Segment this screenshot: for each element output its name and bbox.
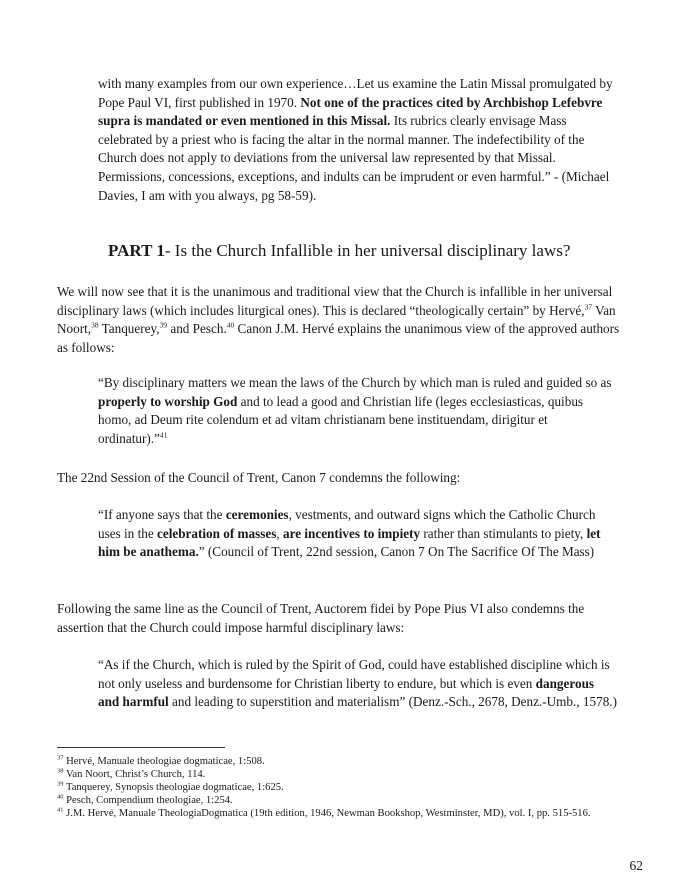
quote-emphasis: Not one of the practices cited by Archbishop Lefebvre supra is mandated or even mentioned in this Missal. <box>98 94 603 129</box>
footnote-text: Tanquerey, Synopsis theologiae dogmaticae, 1:625. <box>63 782 284 793</box>
auctorem-intro-paragraph: Following the same line as the Council of Trent, Auctorem fidei by Pope Pius VI also condemns the assertion that the Church could impose harmful disciplinary laws: <box>57 601 585 635</box>
body-text: and Pesch. <box>167 321 227 337</box>
body-text: We will now see that it is the unanimous and traditional view that the Church is infallible in her universal disciplinary laws (which includes liturgical ones). This is declared “theologically certain” by Hervé, <box>57 284 613 318</box>
heading-title: - Is the Church Infallible in her universal disciplinary laws? <box>164 241 571 260</box>
herve-quote <box>98 374 618 448</box>
section-heading <box>108 240 570 262</box>
footnote-text: Van Noort, Christ’s Church, 114. <box>63 769 206 780</box>
body-text: Van Noort, <box>57 302 616 337</box>
quote-text: rather than stimulants to piety, <box>420 525 587 541</box>
footnote-number: 39 <box>57 780 64 788</box>
footnote-number: 40 <box>57 793 64 801</box>
quote-emphasis: celebration of masses <box>156 525 277 541</box>
quote-text: and to lead a good and Christian life (leges ecclesiasticas, quibus homo, ad Deum rite colendum et ad vitam christianam bene instituendam, dirigitur et ordinatur).” <box>98 393 584 446</box>
footnote-number: 37 <box>57 754 64 762</box>
quote-text: “As if the Church, which is ruled by the Spirit of God, could have established discipline which is not only useless and burdensome for Christian liberty to endure, but which is even <box>98 657 610 691</box>
quote-text: ” (Council of Trent, 22nd session, Canon 7 On The Sacrifice Of The Mass) <box>198 544 595 560</box>
footnote-40 <box>57 794 637 807</box>
quote-text: and leading to superstition and materialism” (Denz.-Sch., 2678, Denz.-Umb., 1578.) <box>168 694 617 710</box>
body-text: Tanquerey, <box>98 321 160 337</box>
footnote-text: Hervé, Manuale theologiae dogmaticae, 1:508. <box>63 756 265 767</box>
quote-emphasis: ceremonies <box>225 507 289 522</box>
trent-quote <box>98 506 618 562</box>
quote-emphasis: dangerous and harmful <box>98 675 595 710</box>
quote-text: , vestments, and outward signs which the Catholic Church uses in the <box>98 507 596 541</box>
footnote-41 <box>57 807 637 820</box>
quote-text: Its rubrics clearly envisage Mass celebrated by a priest who is facing the altar in the normal manner. The indefectibility of the Church does not apply to deviations from the universal law represented by that Missal. Permissions, concessions, exceptions, and indults can be imprudent or even harmful.” - (Michael Davies, I am with you always, pg 58-59). <box>98 113 610 203</box>
footnote-37 <box>57 755 637 768</box>
page-number: 62 <box>629 858 643 873</box>
auctorem-quote <box>98 656 618 712</box>
footnote-number: 41 <box>57 806 64 814</box>
footnote-divider <box>57 747 225 748</box>
intro-paragraph <box>57 283 627 357</box>
footnote-ref[interactable]: 41 <box>159 430 168 440</box>
footnote-ref[interactable]: 38 <box>91 320 99 330</box>
quote-text: “If anyone says that the <box>98 507 226 522</box>
footnote-ref[interactable]: 40 <box>226 320 235 330</box>
quote-text: , <box>276 525 283 541</box>
quote-text: “By disciplinary matters we mean the laws of the Church by which man is ruled and guided so as <box>98 375 612 390</box>
footnote-38 <box>57 768 637 781</box>
trent-intro-paragraph: The 22nd Session of the Council of Trent, Canon 7 condemns the following: <box>57 470 461 485</box>
footnote-39 <box>57 781 637 794</box>
quote-emphasis: properly to worship God <box>98 393 238 409</box>
footnote-ref[interactable]: 39 <box>159 320 168 330</box>
quote-emphasis: are incentives to impiety <box>282 525 421 541</box>
footnote-number: 38 <box>57 767 64 775</box>
footnote-ref[interactable]: 37 <box>584 302 593 312</box>
quote-emphasis: let him be anathema. <box>98 525 601 560</box>
footnote-text: Pesch, Compendium theologiae, 1:254. <box>63 795 233 806</box>
davies-quote <box>98 75 618 205</box>
footnote-text: J.M. Hervé, Manuale TheologiaDogmatica (19th edition, 1946, Newman Bookshop, Westminster, MD), vol. I, pp. 515-516. <box>63 808 591 819</box>
heading-part-label: PART 1 <box>108 241 165 260</box>
quote-text: with many examples from our own experience…Let us examine the Latin Missal promulgated by Pope Paul VI, first published in 1970. <box>98 76 613 110</box>
body-text: Canon J.M. Hervé explains the unanimous view of the approved authors as follows: <box>57 321 620 355</box>
